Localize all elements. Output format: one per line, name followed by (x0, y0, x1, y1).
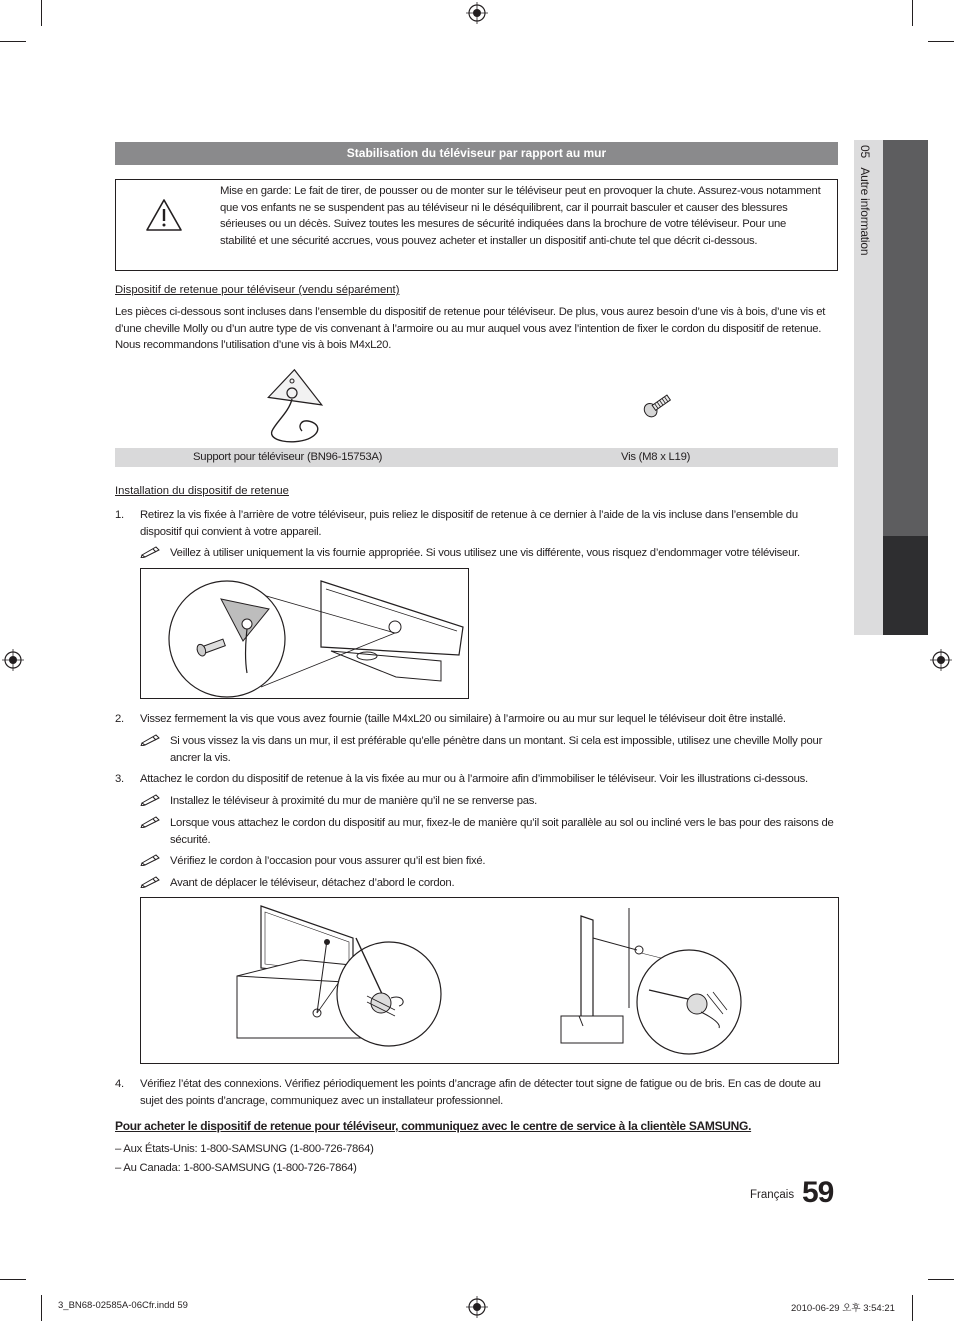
bracket-cord-icon (262, 367, 328, 445)
restraint-body: Les pièces ci-dessous sont incluses dans l’ensemble du dispositif de retenue pour téléviseur. De plus, vous aurez besoin d’une vis à bois, d’une vis et d’une cheville Molly ou d’un autre type de vis convenant à l’armoire ou au mur auquel vous avez l’intention de fixer le cordon du dispositif de retenue. Nous recommandons l’utilisation d’une vis à bois M4xL20. (115, 306, 826, 351)
phone-us: – Aux États-Unis: 1-800-SAMSUNG (1-800-726-7864) (115, 1143, 374, 1155)
registration-mark-icon (466, 2, 488, 24)
note-pencil-icon (140, 874, 162, 888)
chapter-number: 05 (858, 145, 872, 158)
registration-mark-icon (930, 649, 952, 671)
step-text: Vérifiez l’état des connexions. Vérifiez périodiquement les points d’ancrage afin de détecter tout signe de fatigue ou de bris. En cas de doute au sujet des points d’ancrage, communiquez avec un installateur professionnel. (140, 1078, 821, 1107)
step-note: Lorsque vous attachez le cordon du dispositif au mur, fixez-le de manière qu’il soit parallèle au sol ou incliné vers le bas pour des raisons de sécurité. (170, 817, 834, 846)
note-pencil-icon (140, 814, 162, 828)
warning-triangle-icon (144, 197, 184, 233)
warning-body: : Le fait de tirer, de pousser ou de monter sur le téléviseur peut en provoquer la chute. Assurez-vous notamment que vos enfants ne se suspendent pas au téléviseur ni le déséquilibrent, car il pourrait basculer et causer des blessures sérieuses ou un décès. Suivez toutes les mesures de sécurité indiquées dans la brochure de votre téléviseur. Pour une stabilité et une sécurité accrues, vous pouvez acheter et installer un dispositif anti-chute tel que décrit ci-dessous. (220, 185, 821, 247)
print-file-name: 3_BN68-02585A-06Cfr.indd 59 (58, 1300, 188, 1311)
installation-heading: Installation du dispositif de retenue (115, 485, 289, 497)
step-number: 3. (115, 773, 124, 785)
step-note: Vérifiez le cordon à l’occasion pour vous assurer qu’il est bien fixé. (170, 855, 486, 867)
crop-mark (928, 41, 954, 42)
restraint-heading: Dispositif de retenue pour téléviseur (vendu séparément) (115, 284, 400, 296)
step-note: Veillez à utiliser uniquement la vis fournie appropriée. Si vous utilisez une vis différente, vous risquez d’endommager votre téléviseur. (170, 547, 800, 559)
note-pencil-icon (140, 852, 162, 866)
section-title: Stabilisation du téléviseur par rapport au mur (115, 142, 838, 165)
crop-mark (912, 0, 913, 26)
warning-box (115, 179, 838, 271)
crop-mark (0, 41, 26, 42)
part-label: Support pour téléviseur (BN96-15753A) (193, 451, 383, 463)
tv-bracket-illustration (141, 569, 468, 698)
crop-mark (41, 0, 42, 26)
step-text: Vissez fermement la vis que vous avez fournie (taille M4xL20 ou similaire) à l’armoire ou au mur sur lequel le téléviseur doit être installé. (140, 713, 786, 725)
crop-mark (0, 1279, 26, 1280)
chapter-tab-active (883, 536, 928, 635)
parts-caption-strip (115, 448, 838, 467)
chapter-label (858, 145, 872, 255)
crop-mark (928, 1279, 954, 1280)
screw-icon (640, 390, 676, 420)
purchase-heading: Pour acheter le dispositif de retenue pour téléviseur, communiquez avec le centre de service à la clientèle SAMSUNG. (115, 1119, 752, 1133)
chapter-tab-dark (883, 140, 928, 536)
chapter-title: Autre information (858, 167, 872, 256)
step-note: Installez le téléviseur à proximité du mur de manière qu’il ne se renverse pas. (170, 795, 538, 807)
print-timestamp: 2010-06-29 오후 3:54:21 (791, 1303, 895, 1314)
page-number: 59 (802, 1176, 834, 1209)
note-pencil-icon (140, 792, 162, 806)
registration-mark-icon (466, 1296, 488, 1318)
step-note: Avant de déplacer le téléviseur, détachez d’abord le cordon. (170, 877, 455, 889)
step-number: 4. (115, 1078, 124, 1090)
step-text: Attachez le cordon du dispositif de retenue à la vis fixée au mur ou à l’armoire afin d’immobiliser le téléviseur. Voir les illustrations ci-dessous. (140, 773, 808, 785)
note-pencil-icon (140, 732, 162, 746)
warning-label: Mise en garde (220, 185, 289, 197)
crop-mark (41, 1295, 42, 1321)
step-text: Retirez la vis fixée à l’arrière de votre téléviseur, puis reliez le dispositif de retenue à ce dernier à l’aide de la vis incluse dans l’ensemble du dispositif qui convient à votre appareil. (140, 509, 798, 538)
step-number: 1. (115, 509, 124, 521)
cord-installation-illustration (141, 898, 838, 1063)
figure-attach-bracket (140, 568, 469, 699)
step-number: 2. (115, 713, 124, 725)
note-pencil-icon (140, 544, 162, 558)
phone-canada: – Au Canada: 1-800-SAMSUNG (1-800-726-7864) (115, 1162, 357, 1174)
step-note: Si vous vissez la vis dans un mur, il est préférable qu’elle pénètre dans un montant. Si cela est impossible, utilisez une cheville Molly pour ancrer la vis. (170, 735, 823, 764)
figure-attach-cord (140, 897, 839, 1064)
registration-mark-icon (2, 649, 24, 671)
part-label: Vis (M8 x L19) (621, 451, 691, 463)
crop-mark (912, 1295, 913, 1321)
warning-text (220, 183, 824, 249)
page-language: Français (750, 1189, 795, 1201)
